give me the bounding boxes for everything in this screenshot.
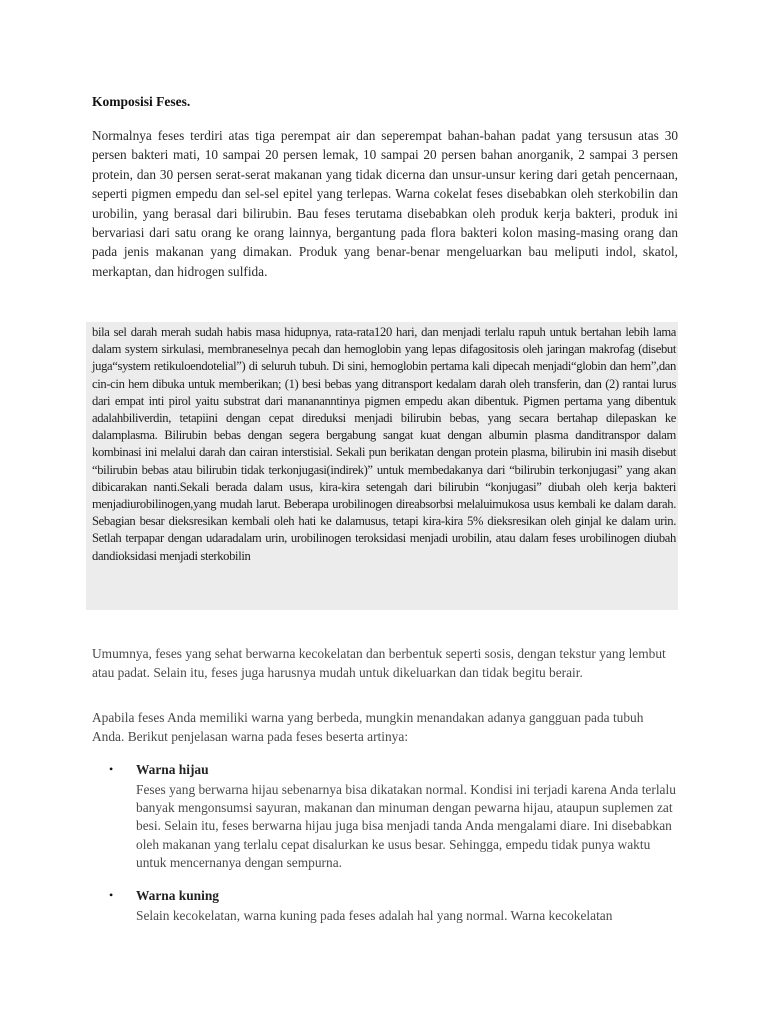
bullet-icon: • xyxy=(109,888,114,902)
document-title: Komposisi Feses. xyxy=(92,94,191,109)
paragraph-color-intro: Apabila feses Anda memiliki warna yang berbeda, mungkin menandakan adanya gangguan pada tubuh Anda. Berikut penjelasan warna pada feses beserta artinya: xyxy=(92,710,644,744)
paragraph-healthy-feces: Umumnya, feses yang sehat berwarna kecokelatan dan berbentuk seperti sosis, dengan tekstur yang lembut atau padat. Selain itu, feses juga harusnya mudah untuk dikeluarkan dan tidak begitu berair. xyxy=(92,646,666,680)
paragraph-fecal-composition: Normalnya feses terdiri atas tiga perempat air dan seperempat bahan-bahan padat yang tersusun atas 30 persen bakteri mati, 10 sampai 20 persen lemak, 10 sampai 20 persen bahan anorganik, 2 sampai 3 persen protein, dan 30 persen serat-serat makanan yang tidak dicerna dan unsur-unsur kering dari getah pencernaan, seperti pigmen empedu dan sel-sel epitel yang terlepas. Warna cokelat feses disebabkan oleh sterkobilin dan urobilin, yang berasal dari bilirubin. Bau feses terutama disebabkan oleh produk kerja bakteri, produk ini bervariasi dari satu orang ke orang lainnya, bergantung pada flora bakteri kolon masing-masing orang dan pada jenis makanan yang dimakan. Produk yang benar-benar mengeluarkan bau meliputi indol, skatol, merkaptan, dan hidrogen sulfida. xyxy=(92,128,678,279)
list-item-heading: Warna hijau xyxy=(136,762,209,777)
list-item-body: Selain kecokelatan, warna kuning pada feses adalah hal yang normal. Warna kecokelatan xyxy=(136,908,613,923)
list-item-heading: Warna kuning xyxy=(136,888,219,903)
list-item-body: Feses yang berwarna hijau sebenarnya bisa dikatakan normal. Kondisi ini terjadi karena Anda terlalu banyak mengonsumsi sayuran, makanan dan minuman dengan pewarna hijau, ataupun suplemen zat besi. Selain itu, feses berwarna hijau juga bisa menjadi tanda Anda mengalami diare. Ini disebabkan oleh makanan yang terlalu cepat disalurkan ke usus besar. Sehingga, empedu tidak punya waktu untuk mencernanya dengan sempurna. xyxy=(136,782,676,870)
bullet-icon: • xyxy=(109,762,114,776)
paragraph-bilirubin-process: bila sel darah merah sudah habis masa hidupnya, rata-rata120 hari, dan menjadi terlalu rapuh untuk bertahan lebih lama dalam system sirkulasi, membraneselnya pecah dan hemoglobin yang lepas difagositosis oleh jaringan makrofag (disebut juga“system retikuloendotelial”) di seluruh tubuh. Di sini, hemoglobin pertama kali dipecah menjadi“globin dan hem”,dan cin-cin hem dibuka untuk memberikan; (1) besi bebas yang ditransport kedalam darah oleh transferin, dan (2) rantai lurus dari empat inti pirol yaitu substrat dari manananntinya pigmen empedu akan dibentuk. Pigmen pertama yang dibentuk adalahbiliverdin, tetapiini dengan cepat direduksi menjadi bilirubin bebas, yang secara bertahap dilepaskan ke dalamplasma. Bilirubin bebas dengan segera bergabung sangat kuat dengan albumin plasma danditranspor dalam kombinasi ini melalui darah dan cairan interstisial. Sekali pun berikatan dengan protein plasma, bilirubin ini masih disebut “bilirubin bebas atau bilirubin tidak terkonjugasi(indirek)” untuk membedakanya dari “bilirubin terkonjugasi” yang akan dibicarakan nanti.Sekali berada dalam usus, kira-kira setengah dari bilirubin “konjugasi” diubah oleh kerja bakteri menjadiurobilinogen,yang mudah larut. Beberapa urobilinogen direabsorbsi melaluimukosa usus kembali ke dalam darah. Sebagian besar dieksresikan kembali oleh hati ke dalamusus, tetapi kira-kira 5% dieksresikan oleh ginjal ke dalam urin. Setlah terpapar dengan udaradalam urin, urobilinogen teroksidasi menjadi urobilin, atau dalam feses urobilinogen diubah dandioksidasi menjadi sterkobilin xyxy=(92,325,676,563)
